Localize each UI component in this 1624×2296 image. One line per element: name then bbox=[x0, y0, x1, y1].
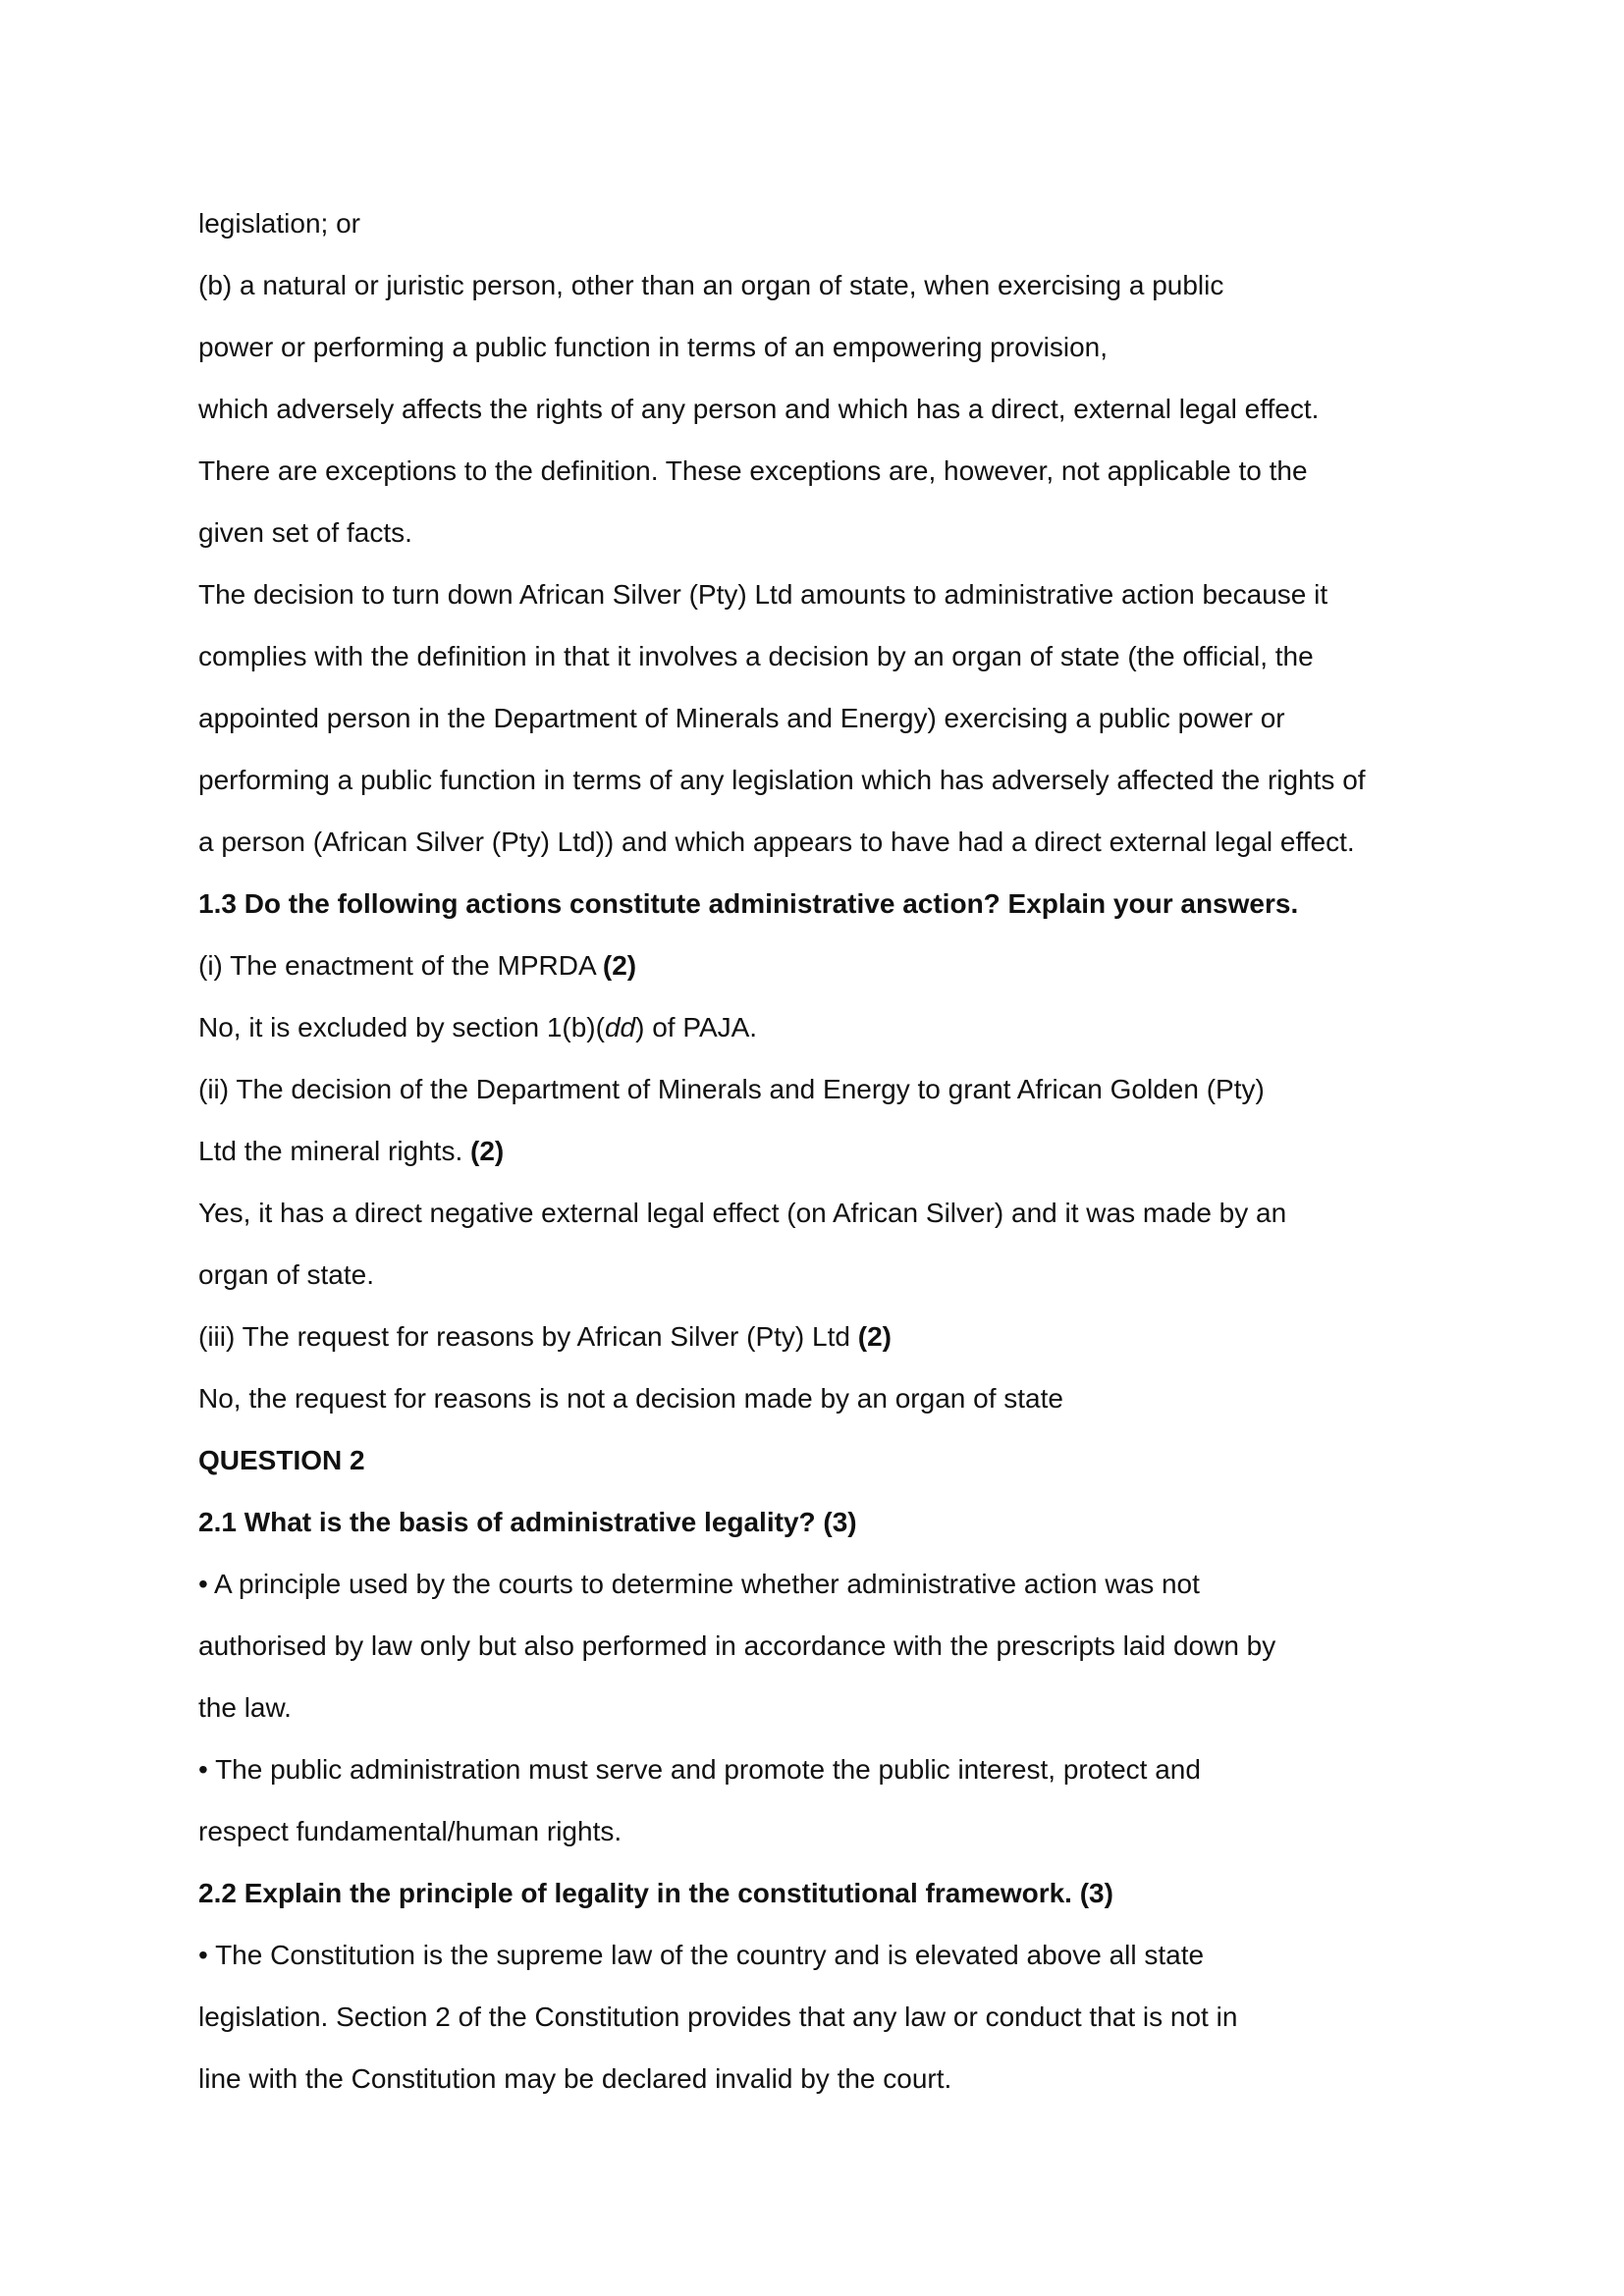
answer-text-pre: No, it is excluded by section 1(b)( bbox=[198, 1012, 605, 1042]
sub-question-text: Ltd the mineral rights. bbox=[198, 1136, 471, 1166]
body-line: appointed person in the Department of Minerals and Energy) exercising a public power or bbox=[198, 703, 1285, 733]
bullet-item: • A principle used by the courts to determine whether administrative action was not bbox=[198, 1569, 1200, 1599]
body-line: given set of facts. bbox=[198, 517, 412, 548]
bullet-item: • The public administration must serve and promote the public interest, protect and bbox=[198, 1754, 1201, 1785]
question-heading-2-1: 2.1 What is the basis of administrative legality? (3) bbox=[198, 1507, 857, 1537]
mark-allocation: (2) bbox=[470, 1136, 505, 1166]
sub-question-text: (i) The enactment of the MPRDA bbox=[198, 950, 603, 981]
body-line: legislation; or bbox=[198, 208, 360, 239]
sub-question-text: (iii) The request for reasons by African Silver (Pty) Ltd bbox=[198, 1321, 858, 1352]
bullet-item-cont: legislation. Section 2 of the Constitution provides that any law or conduct that is not in bbox=[198, 2002, 1238, 2032]
answer-ii: Yes, it has a direct negative external legal effect (on African Silver) and it was made by an bbox=[198, 1198, 1287, 1228]
bullet-item-cont: authorised by law only but also performed in accordance with the prescripts laid down by bbox=[198, 1630, 1276, 1661]
question-heading-2-2: 2.2 Explain the principle of legality in the constitutional framework. (3) bbox=[198, 1878, 1113, 1908]
answer-ii-cont: organ of state. bbox=[198, 1259, 375, 1290]
bullet-item-cont: line with the Constitution may be declared invalid by the court. bbox=[198, 2063, 952, 2094]
answer-iii: No, the request for reasons is not a decision made by an organ of state bbox=[198, 1383, 1063, 1414]
question-2-heading: QUESTION 2 bbox=[198, 1445, 365, 1475]
bullet-item: • The Constitution is the supreme law of the country and is elevated above all state bbox=[198, 1940, 1205, 1970]
answer-text-post: ) of PAJA. bbox=[635, 1012, 758, 1042]
bullet-item-cont: the law. bbox=[198, 1692, 292, 1723]
body-line: a person (African Silver (Pty) Ltd)) and which appears to have had a direct external legal effect. bbox=[198, 827, 1355, 857]
question-heading-1-3: 1.3 Do the following actions constitute administrative action? Explain your answers. bbox=[198, 888, 1299, 919]
answer-i bbox=[198, 996, 1475, 1058]
sub-question-i bbox=[198, 934, 1475, 996]
sub-question-iii bbox=[198, 1306, 1475, 1367]
mark-allocation: (2) bbox=[602, 950, 637, 981]
body-line: which adversely affects the rights of any person and which has a direct, external legal effect. bbox=[198, 394, 1320, 424]
body-line: performing a public function in terms of any legislation which has adversely affected the rights of bbox=[198, 765, 1366, 795]
sub-question-ii: (ii) The decision of the Department of Minerals and Energy to grant African Golden (Pty) bbox=[198, 1074, 1265, 1104]
document-body bbox=[198, 192, 1475, 2109]
body-line: complies with the definition in that it involves a decision by an organ of state (the official, the bbox=[198, 641, 1314, 671]
bullet-item-cont: respect fundamental/human rights. bbox=[198, 1816, 623, 1846]
body-line: (b) a natural or juristic person, other than an organ of state, when exercising a public bbox=[198, 270, 1224, 300]
answer-text-italic: dd bbox=[604, 1012, 636, 1042]
body-line: power or performing a public function in terms of an empowering provision, bbox=[198, 332, 1109, 362]
body-line: There are exceptions to the definition. These exceptions are, however, not applicable to the bbox=[198, 455, 1308, 486]
sub-question-ii-cont bbox=[198, 1120, 1475, 1182]
mark-allocation: (2) bbox=[857, 1321, 892, 1352]
body-line: The decision to turn down African Silver (Pty) Ltd amounts to administrative action because it bbox=[198, 579, 1328, 610]
